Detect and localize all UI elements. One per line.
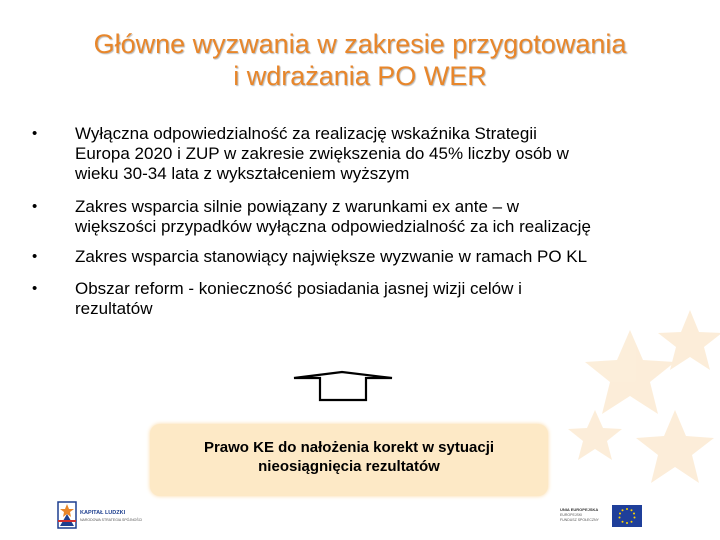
bullet-list xyxy=(30,124,700,319)
callout-line-2: nieosiągnięcia rezultatów xyxy=(258,458,440,475)
bullet-item xyxy=(30,124,700,184)
bullet-item xyxy=(30,197,700,237)
bullet-line: Wyłączna odpowiedzialność za realizację wskaźnika Strategii xyxy=(75,124,537,143)
bullet-marker: • xyxy=(32,248,38,265)
callout-text xyxy=(150,438,548,476)
eu-text-line-2: EUROPEJSKI xyxy=(560,513,583,517)
kapital-ludzki-icon xyxy=(56,500,78,530)
kapital-ludzki-logo xyxy=(56,500,166,534)
bullet-line: Zakres wsparcia stanowiący największe wyzwanie w ramach PO KL xyxy=(75,247,588,266)
title-line-2: i wdrażania PO WER xyxy=(233,61,487,91)
eu-text-line-3: FUNDUSZ SPOŁECZNY xyxy=(560,518,599,522)
callout-line-1: Prawo KE do nałożenia korekt w sytuacji xyxy=(203,439,495,456)
bullet-line: rezultatów xyxy=(75,299,153,318)
bullet-line: Obszar reform - konieczność posiadania jasnej wizji celów i xyxy=(75,279,522,298)
bullet-marker: • xyxy=(32,198,38,215)
bullet-item xyxy=(30,279,700,319)
bullet-line: Zakres wsparcia silnie powiązany z warunkami ex ante – w xyxy=(75,197,520,216)
eu-flag-icon xyxy=(612,505,642,527)
slide-title xyxy=(20,28,700,92)
bullet-line: większości przypadków wyłączna odpowiedzialność za ich realizację xyxy=(75,217,591,236)
up-arrow-icon xyxy=(292,370,394,402)
eu-logo xyxy=(560,504,720,530)
logo-subtitle-text: NARODOWA STRATEGIA SPÓJNOŚCI xyxy=(80,518,143,522)
bullet-marker: • xyxy=(32,125,38,142)
callout-box xyxy=(150,424,548,496)
bullet-item xyxy=(30,247,700,267)
bullet-line: Europa 2020 i ZUP w zakresie zwiększenia do 45% liczby osób w xyxy=(75,144,569,163)
bullet-line: wieku 30-34 lata z wykształceniem wyższym xyxy=(75,164,410,183)
bullet-marker: • xyxy=(32,280,38,297)
title-line-1: Główne wyzwania w zakresie przygotowania xyxy=(93,29,627,59)
eu-text-line-1: UNIA EUROPEJSKA xyxy=(560,507,599,512)
logo-brand-text: KAPITAŁ LUDZKI xyxy=(80,510,126,516)
